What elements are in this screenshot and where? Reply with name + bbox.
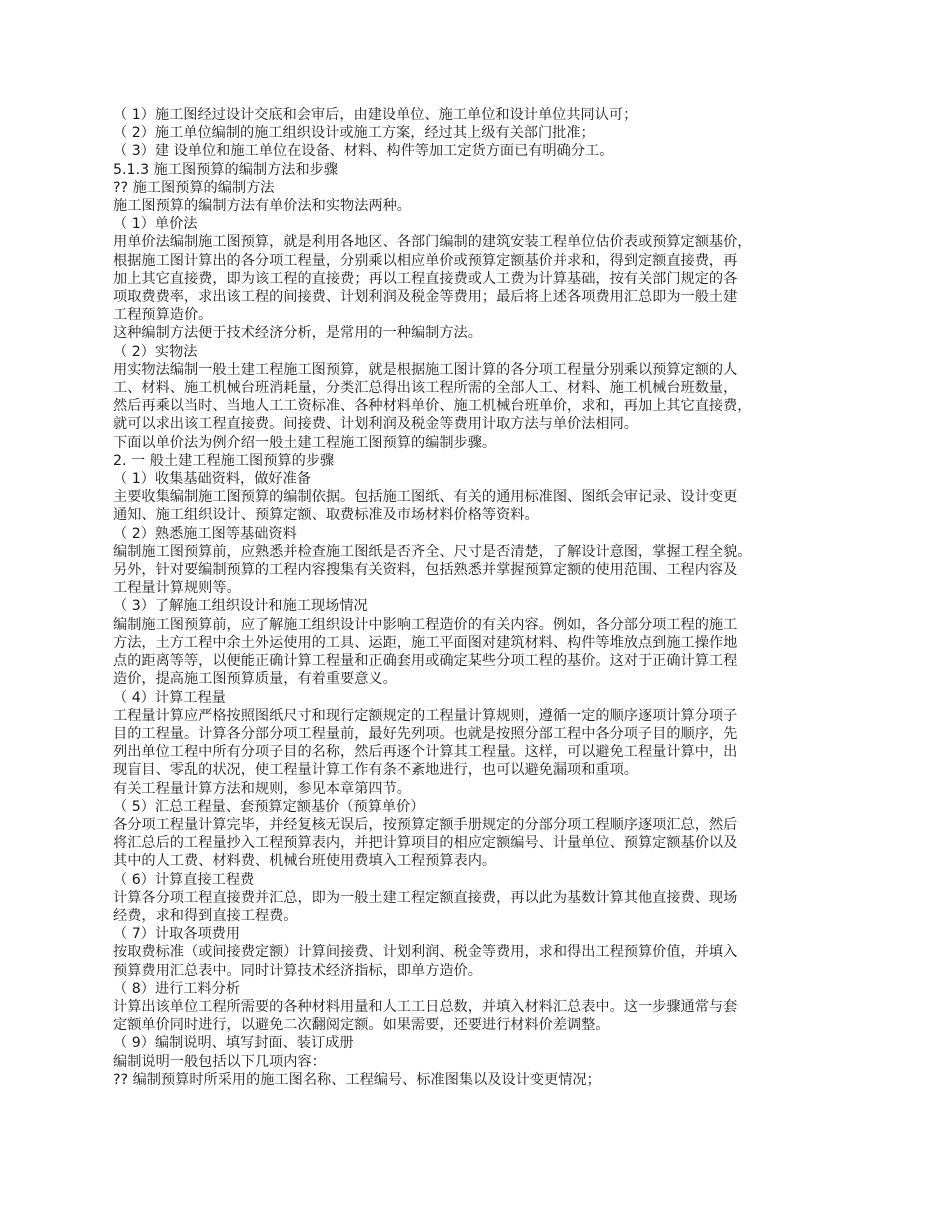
text-line: 各分项工程量计算完毕，并经复核无误后，按预算定额手册规定的分部分项工程顺序逐项汇总，然后 [113,816,738,833]
text-line: 工、材料、施工机械台班消耗量，分类汇总得出该工程所需的全部人工、材料、施工机械台班数量， [113,380,738,397]
text-line: 5.1.3 施工图预算的编制方法和步骤 [113,161,339,178]
text-line: 用单价法编制施工图预算，就是利用各地区、各部门编制的建筑安装工程单位估价表或预算定额基价， [113,234,752,251]
text-line: 编制施工图预算前，应熟悉并检查施工图纸是否齐全、尺寸是否清楚，了解设计意图，掌握工程全貌。 [113,543,752,560]
text-line: 现盲目、零乱的状况，使工程量计算工作有条不紊地进行，也可以避免漏项和重项。 [113,762,638,779]
text-line: （ 5）汇总工程量、套预算定额基价（预算单价） [113,798,425,815]
text-line: 预算费用汇总表中。同时计算技术经济指标，即单方造价。 [113,962,482,979]
text-line: 工程量计算应严格按照图纸尺寸和现行定额规定的工程量计算规则，遵循一定的顺序逐项计算分项子 [113,707,738,724]
text-line: 编制施工图预算前，应了解施工组织设计中影响工程造价的有关内容。例如，各分部分项工程的施工 [113,616,738,633]
document-body [113,106,841,1089]
text-line: 将汇总后的工程量抄入工程预算表内，并把计算项目的相应定额编号、计量单位、预算定额基价以及 [113,835,738,852]
text-line: 下面以单价法为例介绍一般土建工程施工图预算的编制步骤。 [113,434,497,451]
text-line: （ 3）建 设单位和施工单位在设备、材料、构件等加工定货方面已有明确分工。 [113,143,614,160]
text-line: 其中的人工费、材料费、机械台班使用费填入工程预算表内。 [113,853,497,870]
text-line: （ 6）计算直接工程费 [113,871,255,888]
text-line: 方法，土方工程中余土外运使用的工具、运距，施工平面图对建筑材料、构件等堆放点到施工操作地 [113,634,738,651]
text-line: 工程量计算规则等。 [113,580,241,597]
text-line: 列出单位工程中所有分项子目的名称，然后再逐个计算其工程量。这样，可以避免工程量计算中，出 [113,744,738,761]
text-line: 加上其它直接费，即为该工程的直接费；再以工程直接费或人工费为计算基础，按有关部门规定的各 [113,270,738,287]
text-line: 根据施工图计算出的各分项工程量，分别乘以相应单价或预算定额基价并求和，得到定额直接费，再 [113,252,738,269]
text-line: （ 8）进行工料分析 [113,980,241,997]
text-line: 项取费费率，求出该工程的间接费、计划利润及税金等费用；最后将上述各项费用汇总即为一般土建 [113,289,738,306]
text-line: 经费，求和得到直接工程费。 [113,907,298,924]
text-line: （ 1）施工图经过设计交底和会审后，由建设单位、施工单位和设计单位共同认可； [113,107,638,123]
text-line: 造价，提高施工图预算质量，有着重要意义。 [113,671,397,688]
text-line: 主要收集编制施工图预算的编制依据。包括施工图纸、有关的通用标准图、图纸会审记录、设计变更 [113,489,738,506]
text-line: 目的工程量。计算各分部分项工程量前，最好先列项。也就是按照分部工程中各分项子目的顺序，先 [113,725,738,742]
text-line: （ 1）单价法 [113,216,198,233]
text-line: （ 9）编制说明、填写封面、装订成册 [113,1035,354,1052]
text-line: 定额单价同时进行，以避免二次翻阅定额。如果需要，还要进行材料价差调整。 [113,1017,610,1034]
text-line: ?? 编制预算时所采用的施工图名称、工程编号、标准图集以及设计变更情况； [113,1071,601,1088]
text-line: （ 2）熟悉施工图等基础资料 [113,525,297,542]
text-line: ?? 施工图预算的编制方法 [113,179,275,196]
text-line: 用实物法编制一般土建工程施工图预算，就是根据施工图计算的各分项工程量分别乘以预算定额的人 [113,361,738,378]
text-line: （ 4）计算工程量 [113,689,226,706]
text-line: 计算各分项工程直接费并汇总，即为一般土建工程定额直接费，再以此为基数计算其他直接费、现场 [113,889,738,906]
text-line: 点的距离等等，以便能正确计算工程量和正确套用或确定某些分项工程的基价。这对于正确计算工程 [113,653,738,670]
text-line: 然后再乘以当时、当地人工工资标准、各种材料单价、施工机械台班单价，求和，再加上其它直接费， [113,398,752,415]
text-line: （ 2）施工单位编制的施工组织设计或施工方案，经过其上级有关部门批准； [113,125,595,142]
text-line: （ 7）计取各项费用 [113,926,241,943]
text-line: 2. 一 般土建工程施工图预算的步骤 [113,452,335,469]
text-line: 通知、施工组织设计、预算定额、取费标准及市场材料价格等资料。 [113,507,539,524]
text-line: （ 1）收集基础资料，做好准备 [113,471,311,488]
text-line: 就可以求出该工程直接费。间接费、计划利润及税金等费用计取方法与单价法相同。 [113,416,638,433]
text-line: （ 3）了解施工组织设计和施工现场情况 [113,598,368,615]
text-line: 施工图预算的编制方法有单价法和实物法两种。 [113,198,411,215]
text-line: 按取费标准（或间接费定额）计算间接费、计划利润、税金等费用，求和得出工程预算价值，并填入 [113,944,738,961]
text-line: 计算出该单位工程所需要的各种材料用量和人工工日总数，并填入材料汇总表中。这一步骤通常与套 [113,998,738,1015]
text-line: 编制说明一般包括以下几项内容： [113,1053,326,1070]
text-line: 另外，针对要编制预算的工程内容搜集有关资料，包括熟悉并掌握预算定额的使用范围、工程内容及 [113,562,738,579]
text-line: 有关工程量计算方法和规则，参见本章第四节。 [113,780,411,797]
text-line: （ 2）实物法 [113,343,198,360]
text-line: 这种编制方法便于技术经济分析，是常用的一种编制方法。 [113,325,482,342]
text-line: 工程预算造价。 [113,307,213,324]
